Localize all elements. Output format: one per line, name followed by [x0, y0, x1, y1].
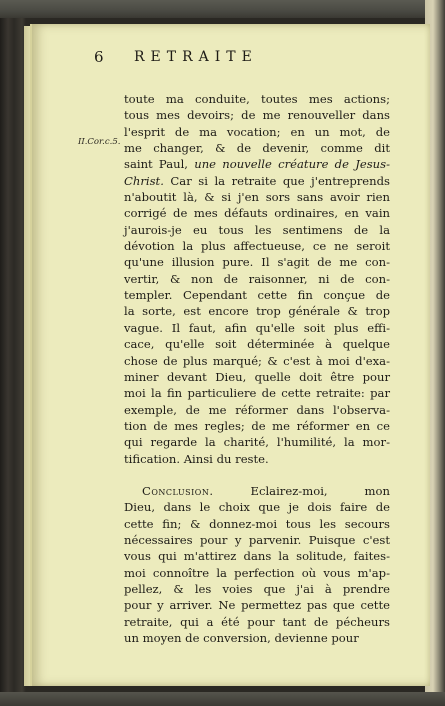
text-run: tion de mes regles; de me réformer en ce — [124, 418, 390, 433]
text-run: moi connoître la perfection où vous m'ap- — [124, 565, 390, 580]
text-line — [124, 271, 390, 287]
text-run: tification. Ainsi du reste. — [124, 451, 269, 466]
text-line — [124, 597, 390, 613]
italic-text: Christ. — [124, 173, 164, 188]
book-cover-top-edge — [0, 0, 445, 18]
text-run: retraite, qui a été pour tant de pécheurs — [124, 614, 390, 629]
text-line — [124, 238, 390, 254]
text-line — [124, 614, 390, 630]
text-line — [124, 287, 390, 303]
text-line — [124, 353, 390, 369]
paragraph-conclusion — [124, 483, 390, 646]
text-run: pellez, & les voies que j'ai à prendre — [124, 581, 390, 596]
text-run: vous qui m'attirez dans la solitude, faites- — [124, 549, 390, 564]
text-line — [124, 532, 390, 548]
text-line — [124, 402, 390, 418]
text-line — [124, 140, 390, 156]
text-run: tous mes devoirs; de me renouveller dans — [124, 108, 390, 123]
text-line — [124, 630, 390, 646]
text-run: pour y arriver. Ne permettez pas que cette — [124, 598, 390, 613]
text-run: dévotion la plus affectueuse, ce ne seroit — [124, 239, 390, 254]
page-header — [94, 48, 394, 70]
body-text — [124, 91, 390, 646]
text-run: la sorte, est encore trop générale & trop — [124, 304, 390, 319]
text-run: me changer, & de devenir, comme dit — [124, 141, 390, 156]
text-line — [124, 205, 390, 221]
text-line — [124, 124, 390, 140]
text-line — [124, 499, 390, 515]
text-run: n'aboutit là, & si j'en sors sans avoir rien — [124, 190, 390, 205]
running-title: RETRAITE — [134, 49, 258, 65]
paragraph-main — [124, 91, 390, 467]
text-run: miner devant Dieu, quelle doit être pour — [124, 369, 390, 384]
text-run: templer. Cependant cette fin conçue de — [124, 288, 390, 303]
text-run: qu'une illusion pure. Il s'agit de me con- — [124, 255, 390, 270]
text-run: j'aurois-je eu tous les sentimens de la — [124, 222, 390, 237]
text-line — [124, 336, 390, 352]
text-run: exemple, de me réformer dans l'observa- — [124, 402, 390, 417]
text-run: vague. Il faut, afin qu'elle soit plus effi- — [124, 320, 390, 335]
text-run: Dieu, dans le choix que je dois faire de — [124, 500, 390, 515]
text-line — [124, 418, 390, 434]
text-line — [124, 385, 390, 401]
text-line — [124, 107, 390, 123]
text-run: nécessaires pour y parvenir. Puisque c'est — [124, 532, 390, 547]
page-number: 6 — [94, 48, 104, 66]
text-line — [124, 565, 390, 581]
text-line — [124, 91, 390, 107]
text-line — [124, 483, 390, 499]
text-run: un moyen de conversion, devienne pour — [124, 631, 359, 645]
text-run: toute ma conduite, toutes mes actions; — [124, 92, 390, 106]
italic-text: une nouvelle créature de Jesus- — [194, 157, 390, 172]
paragraph-gap — [124, 467, 390, 483]
text-line — [124, 320, 390, 336]
text-run: chose de plus marqué; & c'est à moi d'exa- — [124, 353, 390, 368]
text-line — [124, 451, 390, 467]
text-line — [124, 222, 390, 238]
text-line — [124, 434, 390, 450]
text-run: moi la fin particuliere de cette retraite: par — [124, 386, 390, 401]
text-run: corrigé de mes défauts ordinaires, en vain — [124, 206, 390, 221]
text-line — [124, 254, 390, 270]
text-line — [124, 516, 390, 532]
text-run: Car si la retraite que j'entreprends — [163, 173, 390, 188]
text-run: vertir, & non de raisonner, ni de con- — [124, 271, 390, 286]
section-label: Conclusion. — [142, 483, 214, 498]
text-run: cace, qu'elle soit déterminée à quelque — [124, 337, 390, 352]
margin-reference-note: II.Cor.c.5. — [78, 137, 121, 147]
text-run: saint Paul, — [124, 157, 195, 172]
text-line — [124, 156, 390, 172]
text-line — [124, 173, 390, 189]
book-cover-bottom-edge — [0, 692, 445, 706]
text-line — [124, 189, 390, 205]
text-line — [124, 369, 390, 385]
text-run: cette fin; & donnez-moi tous les secours — [124, 516, 390, 531]
text-run: l'esprit de ma vocation; en un mot, de — [124, 124, 390, 139]
text-line — [124, 303, 390, 319]
text-line — [124, 548, 390, 564]
text-run: qui regarde la charité, l'humilité, la mor- — [124, 435, 390, 450]
text-line — [124, 581, 390, 597]
text-run: Eclairez-moi, mon — [213, 483, 390, 498]
